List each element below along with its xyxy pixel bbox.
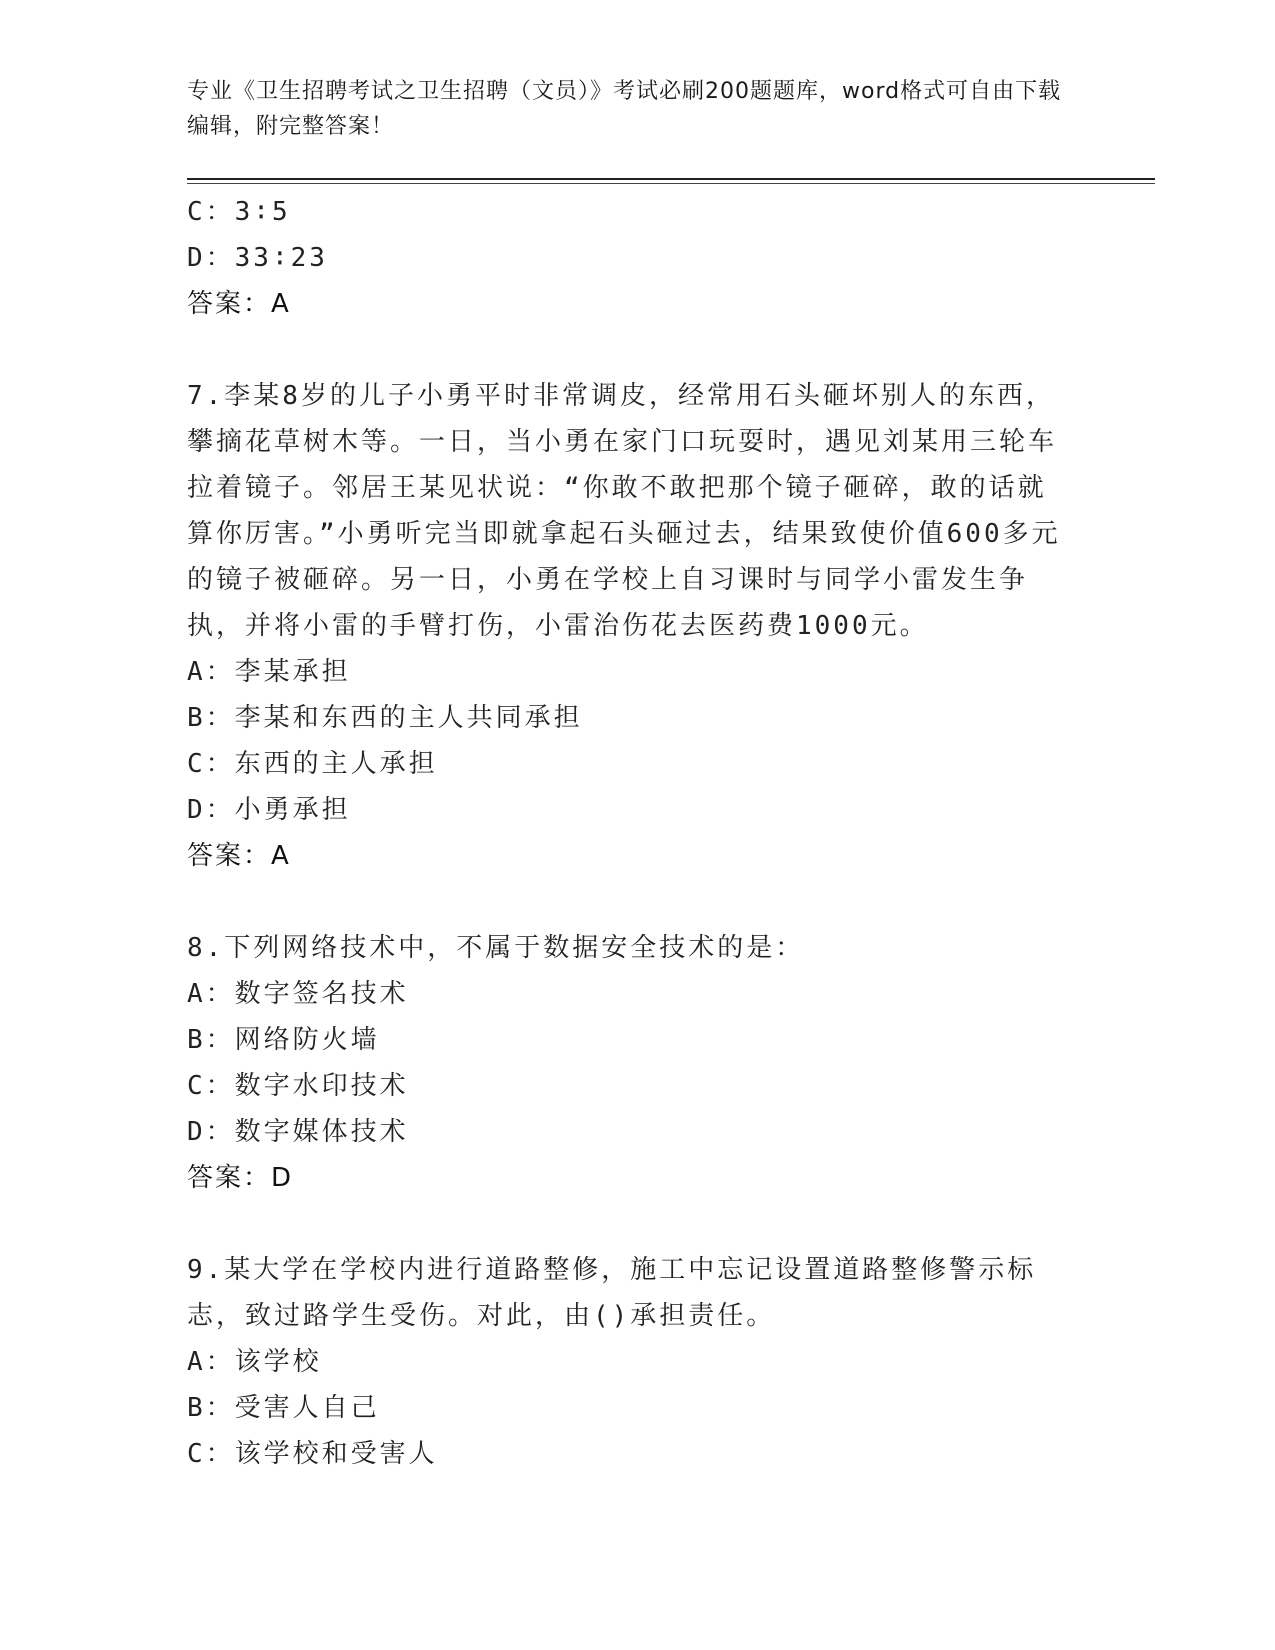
document-header: 专业《卫生招聘考试之卫生招聘（文员）》考试必刷200题题库，word格式可自由下载编辑，附完整答案！ [187, 79, 1062, 139]
option-a: A：该学校 [187, 1347, 322, 1377]
header-divider-thick [187, 178, 1155, 180]
answer-line: 答案：A [187, 841, 291, 871]
option-c: C：该学校和受害人 [187, 1439, 438, 1469]
question-stem: 9.某大学在学校内进行道路整修，施工中忘记设置道路整修警示标志，致过路学生受伤。对此，由()承担责任。 [187, 1255, 1037, 1331]
answer-line: 答案：D [187, 1163, 294, 1193]
option-d: D：33∶23 [187, 243, 328, 273]
header-divider-thin [187, 183, 1155, 184]
option-c: C：数字水印技术 [187, 1071, 409, 1101]
question-7 [187, 373, 1067, 879]
question-9 [187, 1247, 1067, 1477]
option-b: B：受害人自己 [187, 1393, 380, 1423]
option-a: A：数字签名技术 [187, 979, 409, 1009]
question-stem: 8.下列网络技术中，不属于数据安全技术的是： [187, 933, 805, 963]
spacer [187, 1201, 1067, 1247]
option-b: B：李某和东西的主人共同承担 [187, 703, 583, 733]
answer-line: 答案：A [187, 289, 291, 319]
option-a: A：李某承担 [187, 657, 351, 687]
option-d: D：数字媒体技术 [187, 1117, 409, 1147]
question-8 [187, 925, 1067, 1201]
option-c: C：3∶5 [187, 197, 291, 227]
spacer [187, 879, 1067, 925]
question-6-tail [187, 189, 1067, 327]
option-d: D：小勇承担 [187, 795, 351, 825]
option-c: C：东西的主人承担 [187, 749, 438, 779]
option-b: B：网络防火墙 [187, 1025, 380, 1055]
spacer [187, 327, 1067, 373]
question-list [187, 189, 1067, 1477]
question-stem: 7.李某8岁的儿子小勇平时非常调皮，经常用石头砸坏别人的东西，攀摘花草树木等。一日，当小勇在家门口玩耍时，遇见刘某用三轮车拉着镜子。邻居王某见状说：“你敢不敢把那个镜子砸碎，敢的话就算你厉害。”小勇听完当即就拿起石头砸过去，结果致使价值600多元的镜子被砸碎。另一日，小勇在学校上自习课时与同学小雷发生争执，并将小雷的手臂打伤，小雷治伤花去医药费1000元。 [187, 381, 1061, 641]
